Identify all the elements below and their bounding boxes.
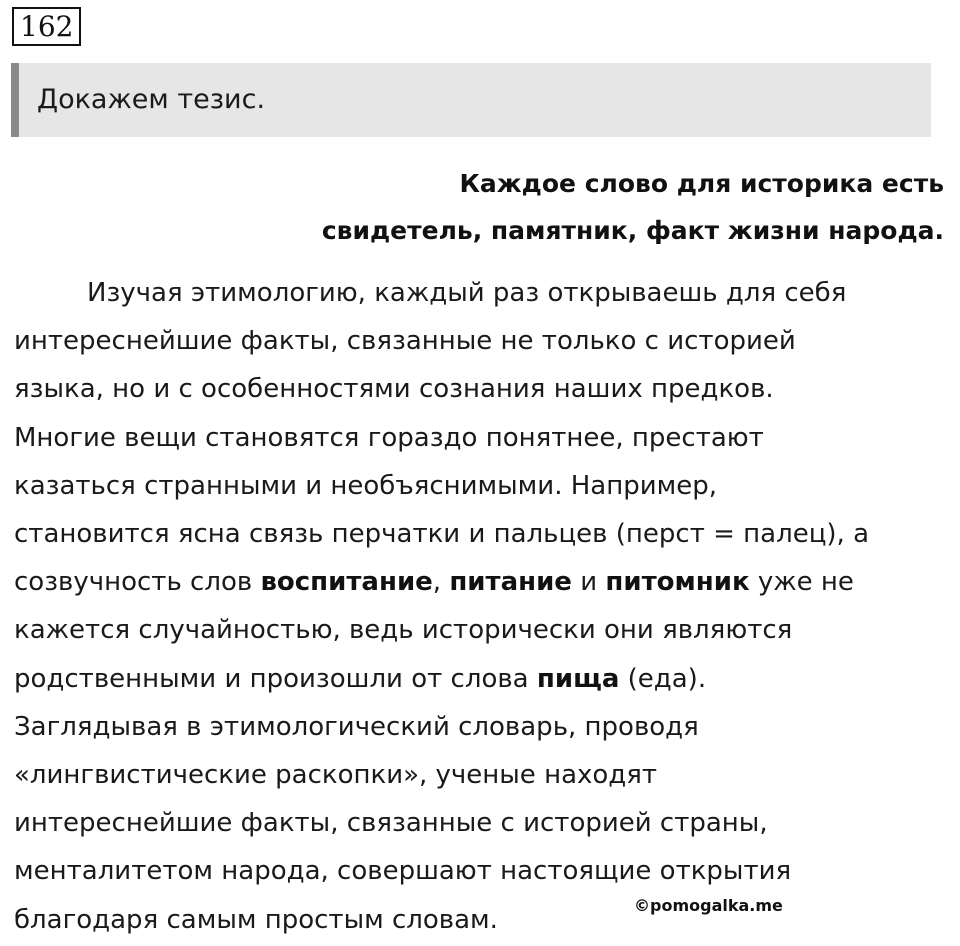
text-fragment: (еда). bbox=[619, 663, 707, 694]
paragraph-line: интереснейшие факты, связанные с историей страны, bbox=[14, 808, 768, 839]
paragraph-line: Заглядывая в этимологический словарь, проводя bbox=[14, 711, 699, 742]
bold-word: пища bbox=[536, 663, 620, 694]
paragraph-line bbox=[14, 558, 949, 606]
paragraph-line: менталитетом народа, совершают настоящие открытия bbox=[14, 856, 792, 887]
text-fragment: и bbox=[571, 567, 606, 598]
paragraph-line bbox=[14, 655, 949, 703]
thesis-quote bbox=[322, 160, 944, 254]
bold-word: воспитание bbox=[260, 567, 433, 598]
thesis-line: свидетель, памятник, факт жизни народа. bbox=[321, 216, 944, 245]
task-text: Докажем тезис. bbox=[37, 84, 266, 115]
bold-word: питомник bbox=[605, 567, 750, 598]
bold-word: питание bbox=[449, 567, 572, 598]
paragraph-line: казаться странными и необъяснимыми. Например, bbox=[14, 470, 717, 501]
paragraph-line: «лингвистические раскопки», ученые находят bbox=[14, 760, 658, 791]
text-fragment: родственными и произошли от слова bbox=[14, 663, 537, 694]
thesis-line: Каждое слово для историка есть bbox=[459, 169, 944, 198]
paragraph-line: Изучая этимологию, каждый раз открываешь для себя bbox=[87, 278, 847, 308]
paragraph-line: языка, но и с особенностями сознания наших предков. bbox=[14, 374, 774, 405]
exercise-number: 162 bbox=[12, 7, 81, 46]
text-fragment: , bbox=[432, 567, 450, 598]
text-fragment: уже не bbox=[749, 567, 854, 598]
paragraph-line: интереснейшие факты, связанные не только с историей bbox=[14, 326, 796, 357]
paragraph-line: становится ясна связь перчатки и пальцев (перст = палец), а bbox=[14, 519, 870, 550]
task-banner bbox=[11, 63, 931, 137]
paragraph-line: кажется случайностью, ведь исторически они являются bbox=[14, 615, 793, 646]
paragraph-line: Многие вещи становятся гораздо понятнее, престают bbox=[14, 422, 764, 453]
body-paragraph bbox=[14, 269, 949, 944]
paragraph-line: благодаря самым простым словам. bbox=[14, 904, 498, 935]
text-fragment: созвучность слов bbox=[14, 567, 261, 598]
watermark: ©pomogalka.me bbox=[634, 896, 783, 915]
